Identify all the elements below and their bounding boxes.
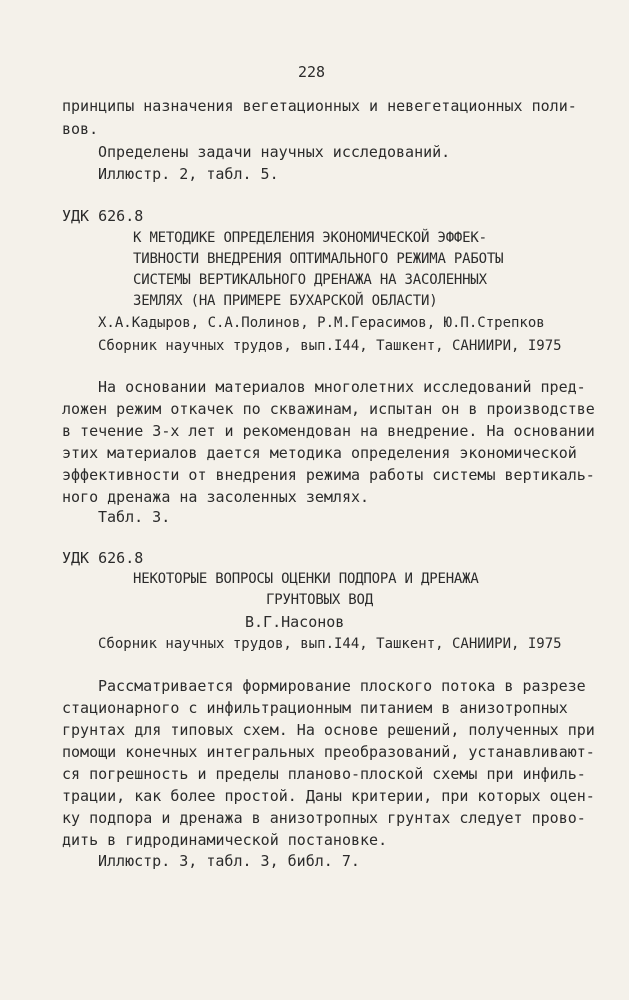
- abstract-line: ся погрешность и пределы планово-плоской схемы при инфиль-: [62, 765, 586, 783]
- entry-note: Табл. 3.: [98, 508, 171, 526]
- entry-authors: Х.А.Кадыров, С.А.Полинов, Р.М.Герасимов, Ю.П.Стрепков: [98, 315, 545, 331]
- entry-title-line: НЕКОТОРЫЕ ВОПРОСЫ ОЦЕНКИ ПОДПОРА И ДРЕНАЖА: [133, 571, 479, 587]
- entry-note: Иллюстр. 3, табл. 3, библ. 7.: [98, 852, 360, 870]
- udk-code: УДК 626.8: [62, 549, 144, 567]
- abstract-line: стационарного с инфильтрационным питанием в анизотропных: [62, 699, 568, 717]
- abstract-line: дить в гидродинамической постановке.: [62, 831, 388, 849]
- abstract-line: ного дренажа на засоленных землях.: [62, 488, 370, 506]
- intro-line: принципы назначения вегетационных и невегетационных поли-: [62, 97, 577, 115]
- abstract-line: грунтах для типовых схем. На основе решений, полученных при: [62, 721, 595, 739]
- abstract-line: в течение 3-х лет и рекомендован на внедрение. На основании: [62, 422, 595, 440]
- entry-title-line: К МЕТОДИКЕ ОПРЕДЕЛЕНИЯ ЭКОНОМИЧЕСКОЙ ЭФФЕК-: [133, 230, 487, 246]
- abstract-line: На основании материалов многолетних исследований пред-: [98, 378, 586, 396]
- entry-title-line: ТИВНОСТИ ВНЕДРЕНИЯ ОПТИМАЛЬНОГО РЕЖИМА РАБОТЫ: [133, 251, 504, 267]
- entry-title-line: СИСТЕМЫ ВЕРТИКАЛЬНОГО ДРЕНАЖА НА ЗАСОЛЕННЫХ: [133, 272, 487, 288]
- page-number: 228: [298, 63, 326, 81]
- abstract-line: помощи конечных интегральных преобразований, устанавливают-: [62, 743, 595, 761]
- intro-line: Определены задачи научных исследований.: [98, 143, 451, 161]
- abstract-line: трации, как более простой. Даны критерии, при которых оцен-: [62, 787, 595, 805]
- abstract-line: ложен режим откачек по скважинам, испытан он в производстве: [62, 400, 595, 418]
- entry-title-line: ГРУНТОВЫХ ВОД: [266, 592, 373, 608]
- intro-line: Иллюстр. 2, табл. 5.: [98, 165, 279, 183]
- entry-title-line: ЗЕМЛЯХ (НА ПРИМЕРЕ БУХАРСКОЙ ОБЛАСТИ): [133, 293, 438, 309]
- abstract-line: Рассматривается формирование плоского потока в разрезе: [98, 677, 586, 695]
- entry-authors: В.Г.Насонов: [245, 613, 345, 631]
- entry-source: Сборник научных трудов, вып.I44, Ташкент, САНИИРИ, I975: [98, 338, 562, 354]
- abstract-line: эффективности от внедрения режима работы системы вертикаль-: [62, 466, 595, 484]
- abstract-line: этих материалов дается методика определения экономической: [62, 444, 577, 462]
- abstract-line: ку подпора и дренажа в анизотропных грунтах следует прово-: [62, 809, 586, 827]
- entry-source: Сборник научных трудов, вып.I44, Ташкент, САНИИРИ, I975: [98, 636, 562, 652]
- intro-line: вов.: [62, 120, 99, 138]
- udk-code: УДК 626.8: [62, 207, 144, 225]
